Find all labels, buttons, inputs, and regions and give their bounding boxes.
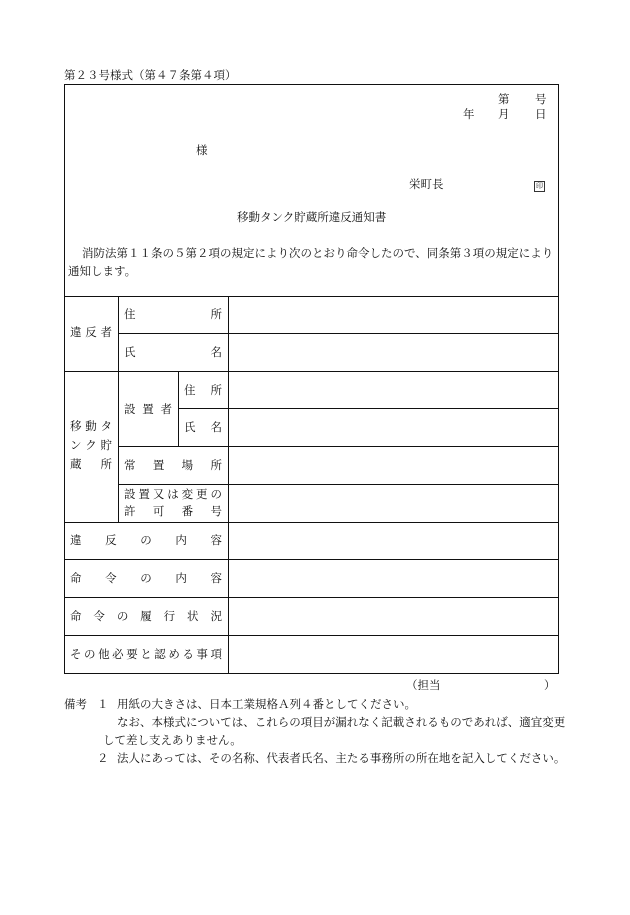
row-divider [118, 446, 559, 447]
row-divider [64, 522, 559, 523]
label-char: 命 [70, 609, 82, 623]
document-title: 移動タンク貯蔵所違反通知書 [237, 210, 387, 224]
violator-address-label [124, 304, 222, 324]
body-text-line2: 通知します。 [68, 264, 137, 278]
tank-label-row3 [70, 455, 112, 473]
label-char: 況 [210, 609, 222, 623]
violator-label [70, 322, 112, 342]
label-char: 事 [196, 647, 208, 661]
note-2-line1: 法人にあっては、その名称、代表者氏名、主たる事務所の所在地を記入してください。 [117, 751, 566, 765]
label-char: の [210, 487, 222, 501]
label-char: ン [70, 438, 82, 452]
note-1-line1: 用紙の大きさは、日本工業規格Ａ列４番としてください。 [117, 697, 416, 711]
label-char: る [182, 647, 194, 661]
label-char: 必 [112, 647, 124, 661]
violator-name-label [124, 342, 222, 362]
label-char: 蔵 [70, 457, 82, 471]
label-char: 変 [181, 487, 194, 501]
label-char: 場 [181, 458, 194, 472]
date-month: 月 [498, 107, 510, 121]
label-char: 名 [210, 420, 222, 434]
seal-icon: 印 [536, 182, 543, 190]
label-char: 他 [98, 647, 110, 661]
label-char: 認 [154, 647, 166, 661]
form-number: 第２３号様式（第４７条第４項） [64, 68, 237, 82]
row-divider [64, 559, 559, 560]
label-char: 項 [210, 647, 222, 661]
label-char: 設 [124, 487, 136, 501]
order-content-label [70, 568, 222, 588]
label-char: 容 [210, 533, 222, 547]
label-char: 設 [124, 402, 136, 416]
label-char: 許 [124, 504, 136, 518]
label-char: 更 [196, 487, 208, 501]
person-in-charge-close: ） [544, 678, 556, 692]
tank-label-row2 [70, 436, 112, 454]
label-char: 所 [100, 457, 112, 471]
note-1-line2: なお、本様式については、これらの項目が漏れなく記載されるものであれば、適宜変更 [117, 715, 566, 729]
seal-mark [534, 177, 545, 192]
person-in-charge-open: （担当 [406, 678, 441, 692]
col-divider [228, 296, 229, 674]
row-divider [64, 371, 559, 372]
tank-label-row1 [70, 417, 112, 435]
label-char: と [140, 647, 152, 661]
installer-label [124, 399, 172, 419]
note-1-number: １ [97, 697, 109, 711]
label-char: 反 [85, 325, 97, 339]
label-char: 置 [142, 402, 154, 416]
label-char: 者 [100, 325, 112, 339]
addressee-suffix: 様 [196, 143, 208, 157]
table-top-rule [64, 296, 559, 297]
label-char: 氏 [184, 420, 196, 434]
label-char: 内 [175, 533, 187, 547]
row-divider [64, 635, 559, 636]
label-char: 違 [70, 325, 82, 339]
label-char: 住 [184, 383, 196, 397]
label-char: の [140, 571, 152, 585]
permit-label-line2 [124, 503, 222, 519]
label-char: 要 [126, 647, 138, 661]
label-char: 住 [124, 307, 136, 321]
label-char: 又 [152, 487, 165, 501]
body-text-line1: 消防法第１１条の５第２項の規定により次のとおり命令したので、同条第３項の規定により [82, 246, 554, 260]
label-char: 号 [210, 504, 222, 518]
label-char: 氏 [124, 345, 136, 359]
row-divider [178, 408, 559, 409]
label-char: 移 [70, 419, 82, 433]
label-char: 置 [138, 487, 150, 501]
storage-location-label [124, 455, 222, 475]
label-char: 容 [210, 571, 222, 585]
label-char: 履 [140, 609, 152, 623]
note-1-line3: して差し支えありません。 [103, 733, 242, 747]
label-char: 状 [187, 609, 199, 623]
note-2-number: ２ [97, 751, 109, 765]
date-day: 日 [535, 107, 547, 121]
notes-label: 備考 [64, 697, 87, 711]
label-char: 令 [105, 571, 117, 585]
violation-content-label [70, 530, 222, 550]
doc-number-suffix: 号 [535, 92, 547, 106]
label-char: 所 [210, 307, 222, 321]
issuer-name: 栄町長 [409, 177, 444, 191]
label-char: 者 [160, 402, 172, 416]
label-char: 命 [70, 571, 82, 585]
label-char: 番 [181, 504, 194, 518]
doc-number-prefix: 第 [498, 92, 510, 106]
label-char: は [167, 487, 179, 501]
label-char: 常 [124, 458, 136, 472]
label-char: タ [100, 419, 112, 433]
label-char: の [116, 609, 129, 623]
label-char: ク [85, 438, 97, 452]
row-divider [118, 333, 559, 334]
date-year: 年 [463, 107, 475, 121]
permit-label-line1 [124, 486, 222, 502]
order-status-label [70, 606, 222, 626]
label-char: そ [70, 647, 82, 661]
other-matters-label [70, 644, 222, 664]
label-char: 名 [210, 345, 222, 359]
label-char: 違 [70, 533, 82, 547]
label-char: 貯 [100, 438, 112, 452]
label-char: 動 [85, 419, 97, 433]
label-char: 所 [210, 383, 222, 397]
label-char: 令 [93, 609, 105, 623]
installer-address-label [184, 380, 222, 400]
col-divider [118, 296, 119, 522]
label-char: め [168, 647, 180, 661]
label-char: の [84, 647, 96, 661]
label-char: 行 [163, 609, 176, 623]
label-char: 置 [152, 458, 165, 472]
label-char: 内 [175, 571, 187, 585]
installer-name-label [184, 417, 222, 437]
label-char: 可 [152, 504, 165, 518]
col-divider [178, 371, 179, 446]
row-divider [64, 597, 559, 598]
label-char: 所 [210, 458, 222, 472]
label-char: の [140, 533, 152, 547]
label-char: 反 [105, 533, 117, 547]
